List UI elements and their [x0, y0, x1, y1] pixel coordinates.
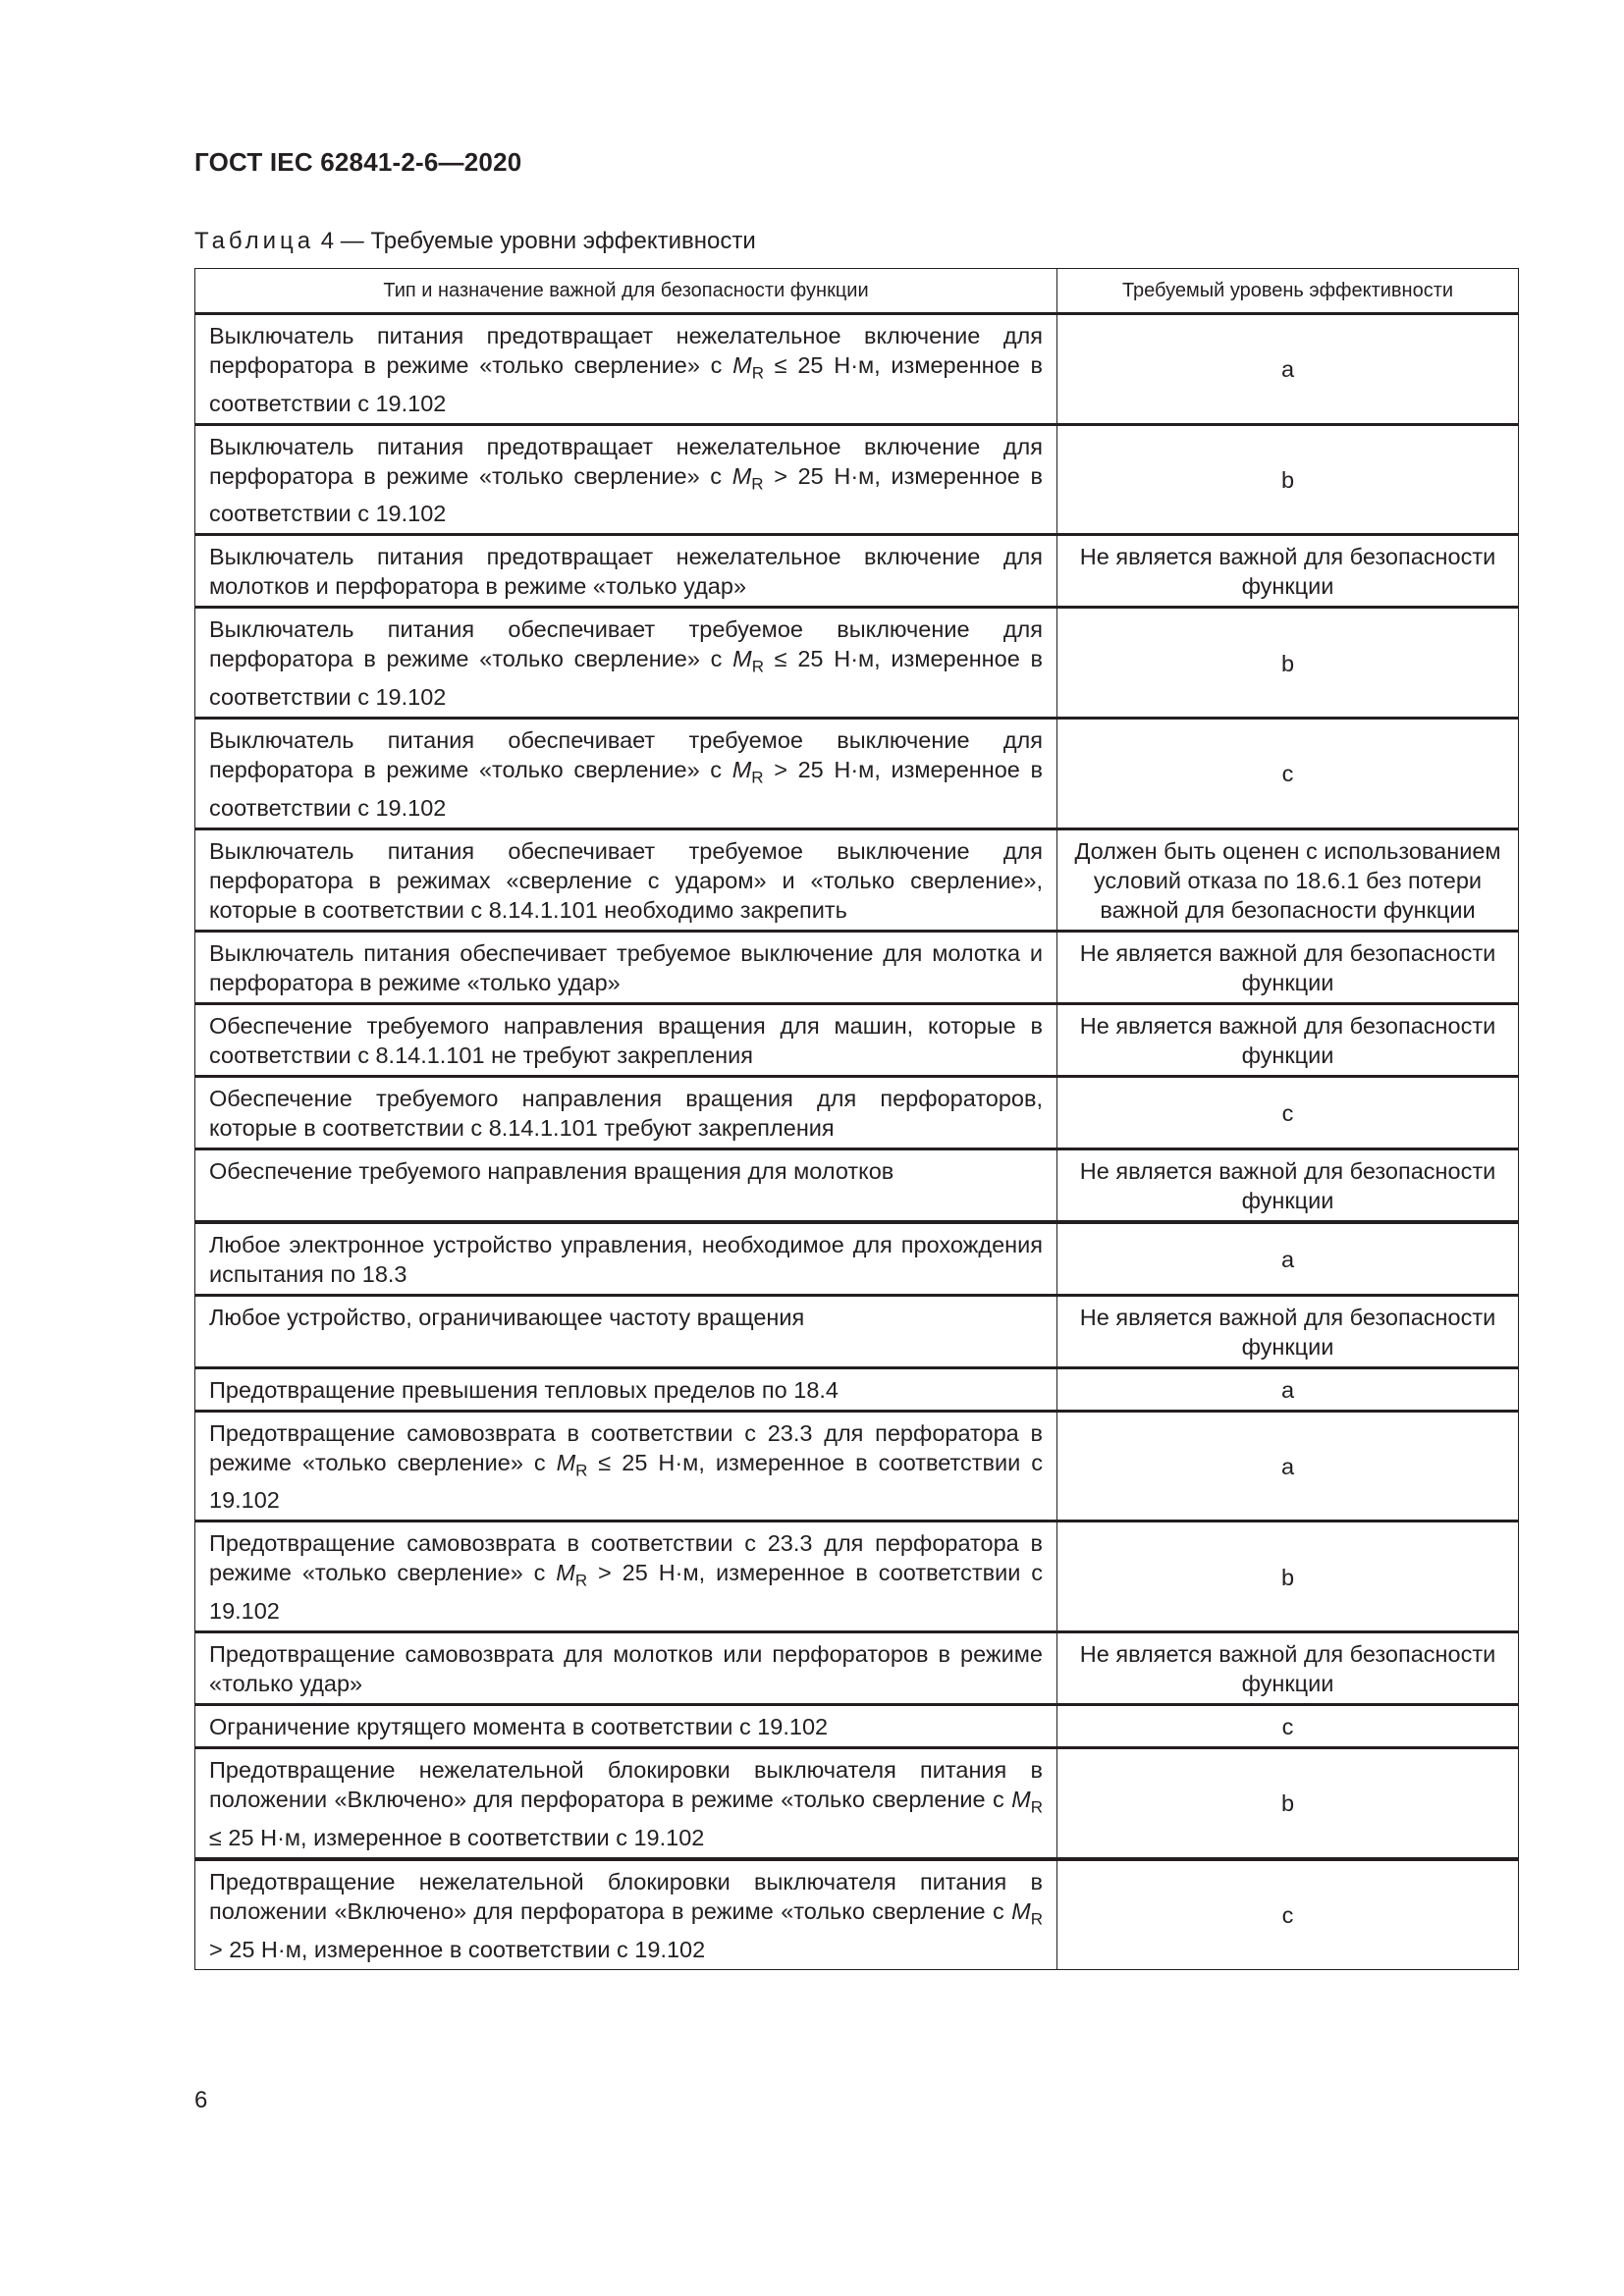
function-cell: Любое устройство, ограничивающее частоту вращения	[195, 1295, 1057, 1367]
function-cell: Обеспечение требуемого направления вращения для перфораторов, которые в соответствии с 8.14.1.101 требуют закрепления	[195, 1076, 1057, 1148]
torque-symbol: $M_R$	[1011, 1897, 1043, 1929]
function-cell: Выключатель питания предотвращает нежелательное включение для перфоратора в режиме «только сверление» с $M_R \le 25$ Н·м, измеренное в соответствии с 19.102	[195, 314, 1057, 425]
table-caption-title: 4 — Требуемые уровни эффективности	[314, 228, 756, 254]
table-row	[195, 931, 1519, 1003]
level-cell: Не является важной для безопасности функции	[1057, 1295, 1519, 1367]
table-row	[195, 314, 1519, 425]
torque-symbol: $M_R$	[731, 757, 764, 787]
document-header: ГОСТ IEC 62841-2-6—2020	[194, 147, 522, 177]
level-cell: Не является важной для безопасности функции	[1057, 1003, 1519, 1076]
requirements-table-container	[194, 268, 1518, 1970]
table-row	[195, 1859, 1519, 1969]
header-function: Тип и назначение важной для безопасности функции	[195, 269, 1057, 314]
level-cell: c	[1057, 719, 1519, 829]
table-body	[195, 314, 1519, 1970]
level-cell: c	[1057, 1859, 1519, 1969]
level-cell: a	[1057, 1222, 1519, 1296]
table-caption	[194, 228, 756, 255]
function-cell: Выключатель питания предотвращает нежелательное включение для перфоратора в режиме «только сверление» с $M_R > 25$ Н·м, измеренное в соответствии с 19.102	[195, 424, 1057, 535]
table-header-row	[195, 269, 1519, 314]
level-cell: Не является важной для безопасности функции	[1057, 1632, 1519, 1705]
page-number: 6	[194, 2087, 208, 2113]
function-cell: Выключатель питания обеспечивает требуемое выключение для молотка и перфоратора в режиме «только удар»	[195, 931, 1057, 1003]
function-cell: Предотвращение нежелательной блокировки выключателя питания в положении «Включено» для перфоратора в режиме «только сверление с $M_R \le 25$ Н·м, измеренное в соответствии с 19.102	[195, 1748, 1057, 1859]
table-row	[195, 1705, 1519, 1748]
level-cell: a	[1057, 314, 1519, 425]
table-row	[195, 1003, 1519, 1076]
level-cell: b	[1057, 608, 1519, 719]
level-cell: b	[1057, 1748, 1519, 1859]
function-cell: Предотвращение самовозврата для молотков или перфораторов в режиме «только удар»	[195, 1632, 1057, 1705]
header-level: Требуемый уровень эффективности	[1057, 269, 1519, 314]
table-row	[195, 1411, 1519, 1522]
table-row	[195, 719, 1519, 829]
table-row	[195, 1367, 1519, 1411]
table-caption-prefix: Таблица	[194, 228, 315, 254]
level-cell: Не является важной для безопасности функции	[1057, 931, 1519, 1003]
function-cell: Выключатель питания обеспечивает требуемое выключение для перфоратора в режиме «только сверление» с $M_R \le 25$ Н·м, измеренное в соответствии с 19.102	[195, 608, 1057, 719]
torque-symbol: $M_R$	[1011, 1787, 1043, 1817]
level-cell: b	[1057, 1522, 1519, 1632]
function-cell: Ограничение крутящего момента в соответствии с 19.102	[195, 1705, 1057, 1748]
table-row	[195, 1522, 1519, 1632]
table-row	[195, 608, 1519, 719]
level-cell: c	[1057, 1705, 1519, 1748]
level-cell: Не является важной для безопасности функции	[1057, 535, 1519, 608]
function-cell: Выключатель питания обеспечивает требуемое выключение для перфоратора в режиме «только сверление» с $M_R > 25$ Н·м, измеренное в соответствии с 19.102	[195, 719, 1057, 829]
torque-symbol: $M_R$	[556, 1449, 588, 1480]
level-cell: a	[1057, 1411, 1519, 1522]
table-row	[195, 828, 1519, 931]
function-cell: Выключатель питания обеспечивает требуемое выключение для перфоратора в режимах «сверление с ударом» и «только сверление», которые в соответствии с 8.14.1.101 необходимо закрепить	[195, 828, 1057, 931]
table-row	[195, 1222, 1519, 1296]
function-cell: Предотвращение превышения тепловых пределов по 18.4	[195, 1367, 1057, 1411]
function-cell: Предотвращение нежелательной блокировки выключателя питания в положении «Включено» для перфоратора в режиме «только сверление с $M_R > 25$ Н·м, измеренное в соответствии с 19.102	[195, 1859, 1057, 1969]
level-cell: a	[1057, 1367, 1519, 1411]
table-row	[195, 1748, 1519, 1859]
table-row	[195, 1632, 1519, 1705]
table-row	[195, 1148, 1519, 1222]
level-cell: Должен быть оценен с использованием условий отказа по 18.6.1 без потери важной для безопасности функции	[1057, 828, 1519, 931]
performance-levels-table	[194, 268, 1519, 1970]
level-cell: b	[1057, 424, 1519, 535]
function-cell: Выключатель питания предотвращает нежелательное включение для молотков и перфоратора в режиме «только удар»	[195, 535, 1057, 608]
function-cell: Обеспечение требуемого направления вращения для машин, которые в соответствии с 8.14.1.101 не требуют закрепления	[195, 1003, 1057, 1076]
function-cell: Обеспечение требуемого направления вращения для молотков	[195, 1148, 1057, 1222]
table-row	[195, 424, 1519, 535]
torque-symbol: $M_R$	[732, 646, 765, 677]
table-row	[195, 1295, 1519, 1367]
torque-symbol: $M_R$	[556, 1560, 588, 1591]
function-cell: Предотвращение самовозврата в соответствии с 23.3 для перфоратора в режиме «только сверление» с $M_R \le 25$ Н·м, измеренное в соответствии с 19.102	[195, 1411, 1057, 1522]
function-cell: Любое электронное устройство управления, необходимое для прохождения испытания по 18.3	[195, 1222, 1057, 1296]
level-cell: Не является важной для безопасности функции	[1057, 1148, 1519, 1222]
table-row	[195, 1076, 1519, 1148]
level-cell: c	[1057, 1076, 1519, 1148]
table-row	[195, 535, 1519, 608]
torque-symbol: $M_R$	[731, 462, 764, 494]
torque-symbol: $M_R$	[732, 352, 765, 383]
function-cell: Предотвращение самовозврата в соответствии с 23.3 для перфоратора в режиме «только сверление» с $M_R > 25$ Н·м, измеренное в соответствии с 19.102	[195, 1522, 1057, 1632]
